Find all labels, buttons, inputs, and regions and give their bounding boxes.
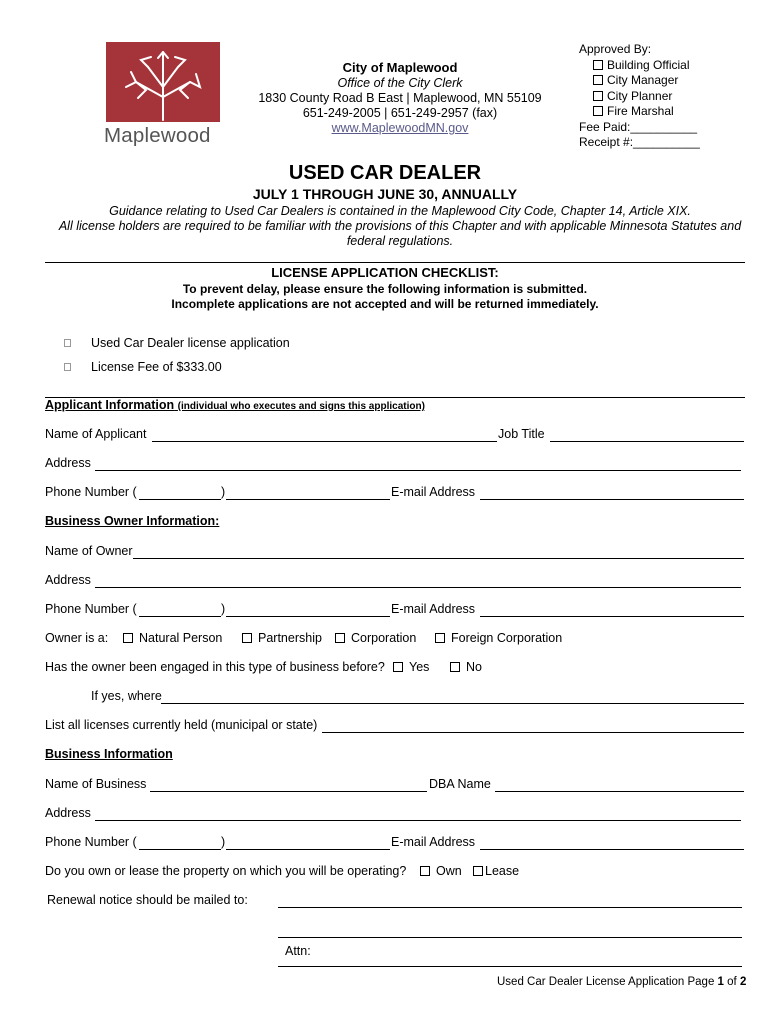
city-address: 1830 County Road B East | Maplewood, MN 55109 <box>258 91 542 105</box>
website-link[interactable]: www.MaplewoodMN.gov <box>331 121 469 135</box>
owner-type-natural-person[interactable]: Natural Person <box>123 631 222 645</box>
applicant-email-label: E-mail Address <box>391 485 476 499</box>
fee-paid-field[interactable]: Fee Paid:__________ <box>579 119 698 134</box>
renewal-label: Renewal notice should be mailed to: <box>47 893 248 907</box>
applicant-name-label: Name of Applicant <box>45 427 147 441</box>
owner-name-label: Name of Owner <box>45 544 133 558</box>
logo-wordmark: Maplewood <box>104 124 211 147</box>
business-phone-field[interactable] <box>226 849 390 850</box>
approval-item-building[interactable]: Building Official <box>579 58 700 74</box>
engaged-yes[interactable]: Yes <box>393 660 429 674</box>
guidance-text: Guidance relating to Used Car Dealers is contained in the Maplewood City Code, Chapter 14, Article XIX. All license holders are required to be familiar with the provisions of this Chapter and with applicable Minnesota Statutes and federal regulations. <box>58 204 742 248</box>
checkbox[interactable] <box>593 75 603 85</box>
approval-item-fire[interactable]: Fire Marshal <box>579 104 700 120</box>
if-yes-label: If yes, where <box>91 689 162 703</box>
applicant-email-field[interactable] <box>480 499 744 500</box>
applicant-name-field[interactable] <box>152 441 497 442</box>
business-name-field[interactable] <box>150 791 427 792</box>
applicant-address-field[interactable] <box>95 470 741 471</box>
owner-type-partnership[interactable]: Partnership <box>242 631 322 645</box>
paren: ) <box>221 485 226 499</box>
owner-address-field[interactable] <box>95 587 741 588</box>
checklist-title: LICENSE APPLICATION CHECKLIST: <box>271 265 499 280</box>
business-area-code-field[interactable] <box>139 849 221 850</box>
approval-block <box>579 42 700 151</box>
dba-label: DBA Name <box>429 777 491 791</box>
business-address-field[interactable] <box>95 820 741 821</box>
office-name: Office of the City Clerk <box>337 76 463 90</box>
owner-area-code-field[interactable] <box>139 616 221 617</box>
engaged-no[interactable]: No <box>450 660 482 674</box>
owner-phone-label: Phone Number ( <box>45 602 137 616</box>
checkbox[interactable] <box>450 662 460 672</box>
checklist-item-fee[interactable]: License Fee of $333.00 <box>64 360 222 374</box>
engaged-question: Has the owner been engaged in this type of business before? <box>45 660 385 674</box>
checkbox[interactable] <box>593 91 603 101</box>
if-yes-field[interactable] <box>161 703 744 704</box>
own-lease-question: Do you own or lease the property on which you will be operating? <box>45 864 407 878</box>
owner-type-foreign-corporation[interactable]: Foreign Corporation <box>435 631 562 645</box>
applicant-heading: Applicant Information (individual who executes and signs this application) <box>45 398 425 412</box>
renewal-field-1[interactable] <box>278 907 742 908</box>
owner-type-corporation[interactable]: Corporation <box>335 631 416 645</box>
document-title: USED CAR DEALER <box>288 162 482 184</box>
applicant-area-code-field[interactable] <box>139 499 221 500</box>
owner-is-label: Owner is a: <box>45 631 109 645</box>
checkbox[interactable] <box>123 633 133 643</box>
checkbox[interactable] <box>335 633 345 643</box>
approval-item-planner[interactable]: City Planner <box>579 89 700 105</box>
divider <box>45 262 745 263</box>
checkbox[interactable] <box>64 363 71 371</box>
maple-leaf-icon <box>106 42 220 122</box>
paren: ) <box>221 835 226 849</box>
paren: ) <box>221 602 226 616</box>
owner-address-label: Address <box>45 573 91 587</box>
maplewood-logo-mark <box>106 42 220 122</box>
renewal-field-2[interactable] <box>278 937 742 938</box>
approval-item-manager[interactable]: City Manager <box>579 73 700 89</box>
checkbox[interactable] <box>242 633 252 643</box>
city-name: City of Maplewood <box>342 60 458 75</box>
applicant-phone-label: Phone Number ( <box>45 485 137 499</box>
applicant-phone-field[interactable] <box>226 499 390 500</box>
own-option[interactable]: Own <box>420 864 462 878</box>
owner-heading: Business Owner Information: <box>45 514 220 528</box>
checkbox[interactable] <box>473 866 483 876</box>
receipt-field[interactable]: Receipt #:__________ <box>579 135 700 149</box>
business-email-label: E-mail Address <box>391 835 476 849</box>
approval-title: Approved By: <box>579 42 652 56</box>
licenses-field[interactable] <box>322 732 744 733</box>
owner-email-label: E-mail Address <box>391 602 476 616</box>
checkbox[interactable] <box>593 60 603 70</box>
checkbox[interactable] <box>435 633 445 643</box>
checkbox[interactable] <box>593 106 603 116</box>
owner-email-field[interactable] <box>480 616 744 617</box>
owner-name-field[interactable] <box>133 558 744 559</box>
business-address-label: Address <box>45 806 91 820</box>
checkbox[interactable] <box>420 866 430 876</box>
applicant-address-label: Address <box>45 456 91 470</box>
business-phone-label: Phone Number ( <box>45 835 137 849</box>
document-subtitle: JULY 1 THROUGH JUNE 30, ANNUALLY <box>252 186 518 202</box>
owner-phone-field[interactable] <box>226 616 390 617</box>
city-phones: 651-249-2005 | 651-249-2957 (fax) <box>302 106 498 120</box>
checklist-note: To prevent delay, please ensure the following information is submitted. Incomplete applications are not accepted and will be returned immediately. <box>171 282 599 311</box>
checklist-item-application[interactable]: Used Car Dealer license application <box>64 336 290 350</box>
business-heading: Business Information <box>45 747 173 761</box>
page-footer: Used Car Dealer License Application Page 1 of 2 <box>497 976 747 988</box>
checkbox[interactable] <box>64 339 71 347</box>
attn-field[interactable] <box>278 966 742 967</box>
attn-label: Attn: <box>285 944 311 958</box>
checkbox[interactable] <box>393 662 403 672</box>
licenses-label: List all licenses currently held (municipal or state) <box>45 718 318 732</box>
lease-option[interactable]: Lease <box>473 864 519 878</box>
business-email-field[interactable] <box>480 849 744 850</box>
dba-field[interactable] <box>495 791 744 792</box>
job-title-label: Job Title <box>498 427 545 441</box>
job-title-field[interactable] <box>550 441 744 442</box>
business-name-label: Name of Business <box>45 777 147 791</box>
